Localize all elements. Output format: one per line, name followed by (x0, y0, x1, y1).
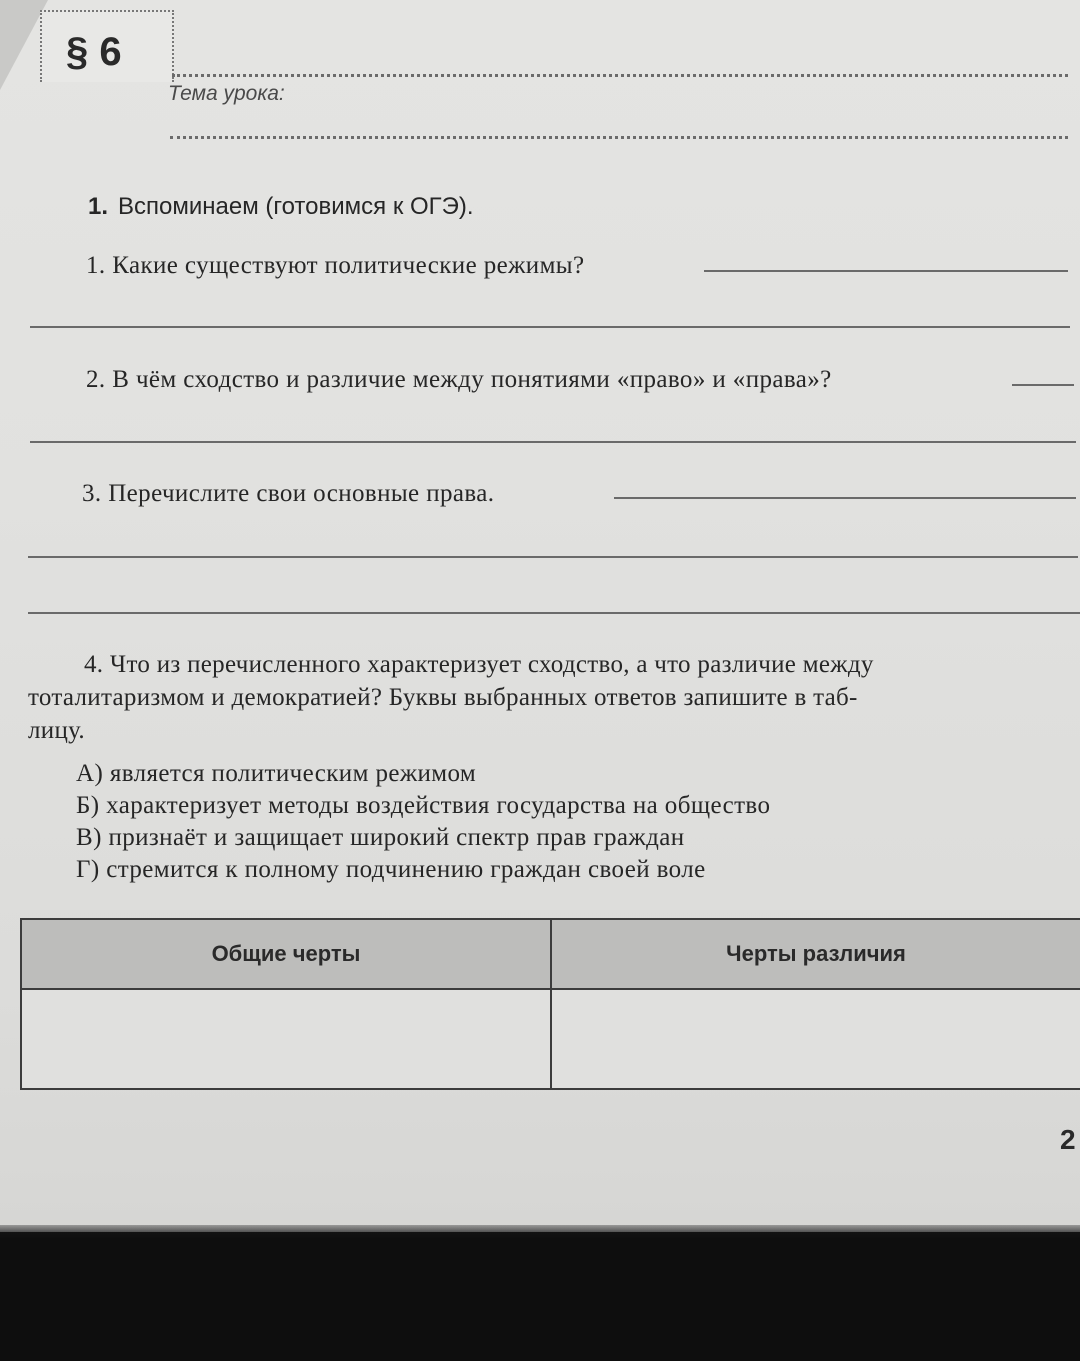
page-edge-shadow (0, 1225, 1080, 1239)
question-1 (86, 252, 585, 280)
option-v: В) признаёт и защищает широкий спектр прав граждан (76, 824, 685, 851)
option-a: А) является политическим режимом (76, 760, 477, 787)
question-text: Какие существуют политические режимы? (112, 252, 585, 279)
exercise-title: Вспоминаем (готовимся к ОГЭ). (118, 193, 474, 220)
question-4-line-3: лицу. (28, 717, 85, 744)
answer-line-3c[interactable] (28, 612, 1080, 614)
table-row (21, 989, 1080, 1089)
answer-line-2b[interactable] (30, 441, 1076, 443)
topic-label: Тема урока: (168, 82, 285, 105)
question-4-line-2: тоталитаризмом и демократией? Буквы выбранных ответов запишите в таб- (28, 684, 858, 711)
option-g: Г) стремится к полному подчинению граждан своей воле (76, 856, 706, 883)
question-4-text (28, 648, 1080, 747)
section-number: § 6 (66, 30, 122, 74)
answer-line-1a[interactable] (704, 270, 1068, 272)
question-2 (86, 366, 832, 394)
answer-cell-common[interactable] (21, 989, 551, 1089)
answer-line-3a[interactable] (614, 497, 1076, 499)
answer-line-2a[interactable] (1012, 384, 1074, 386)
table-header-row (21, 919, 1080, 989)
answer-line-3b[interactable] (28, 556, 1078, 558)
page-number: 2 (1060, 1124, 1076, 1155)
question-number: 1. (86, 252, 106, 279)
answer-options (76, 758, 770, 886)
question-text: Перечислите свои основные права. (108, 480, 495, 507)
topic-answer-dotted-line (170, 136, 1068, 139)
answer-table (20, 918, 1080, 1090)
option-b: Б) характеризует методы воздействия государства на общество (76, 792, 771, 819)
column-header-common: Общие черты (21, 919, 551, 989)
exercise-number: 1. (88, 193, 109, 220)
question-4-line-1: 4. Что из перечисленного характеризует сходство, а что различие между (84, 651, 874, 678)
column-header-differences: Черты различия (551, 919, 1080, 989)
answer-cell-differences[interactable] (551, 989, 1080, 1089)
exercise-heading (88, 193, 474, 221)
header-dotted-line (172, 74, 1068, 77)
question-number: 3. (82, 480, 102, 507)
answer-line-1b[interactable] (30, 326, 1070, 328)
question-text: В чём сходство и различие между понятиями «право» и «права»? (112, 366, 832, 393)
question-number: 2. (86, 366, 106, 393)
question-3 (82, 480, 494, 508)
